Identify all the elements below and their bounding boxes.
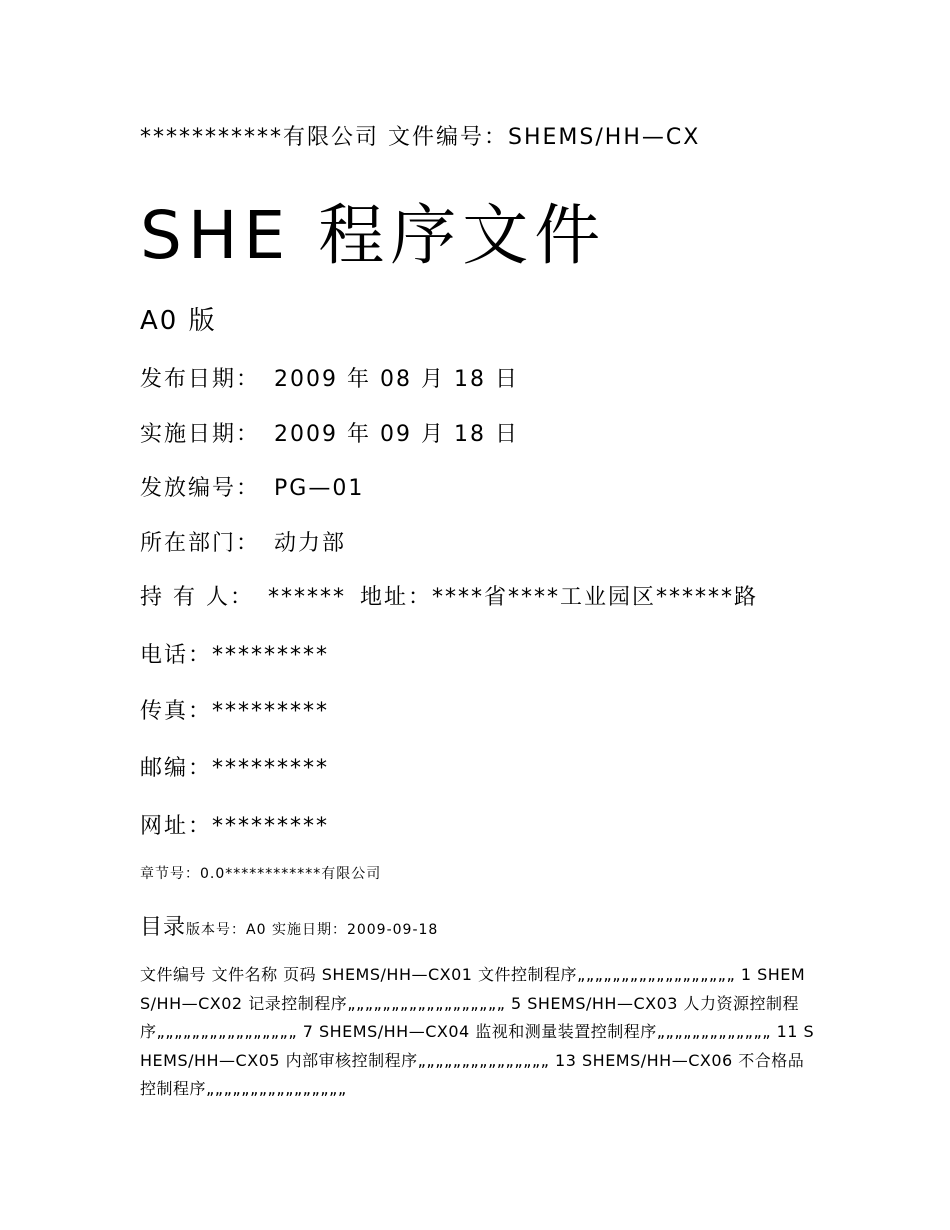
release-date-value: 2009 年 08 月 18 日	[274, 367, 519, 392]
holder-row	[140, 580, 758, 611]
chapter-line: 章节号：0.0************有限公司	[140, 866, 382, 882]
department-label: 所在部门：	[140, 531, 261, 556]
doc-number: 文件编号：SHEMS/HH—CX	[388, 125, 701, 150]
issue-number-value: PG—01	[274, 476, 365, 501]
phone-line: 电话：*********	[140, 643, 330, 668]
department-value: 动力部	[274, 531, 347, 556]
holder-value: ******	[268, 585, 346, 610]
issue-number-row	[140, 471, 364, 502]
header-line	[140, 120, 700, 151]
version-label: A0 版	[140, 306, 217, 336]
toc-body: 文件编号 文件名称 页码 SHEMS/HH—CX01 文件控制程序„„„„„„„„„„„„„„„„„„ 1 SHEMS/HH—CX02 记录控制程序„„„„„„„„„„„„„„„„„„ 5 SHEMS/HH—CX03 人力资源控制程序„„„„„„„„„„„„„„„„ 7 SHEMS/HH—CX04 监视和测量装置控制程序„„„„„„„„„„„„„ 11 SHEMS/HH—CX05 内部审核控制程序„„„„„„„„„„„„„„„ 13 SHEMS/HH—CX06 不合格品控制程序„„„„„„„„„„„„„„„„	[140, 965, 815, 1098]
release-date-row	[140, 362, 519, 393]
release-date-label: 发布日期：	[140, 367, 261, 392]
implementation-date-label: 实施日期：	[140, 422, 261, 447]
toc-title: 目录	[140, 915, 187, 940]
main-title: SHE 程序文件	[140, 197, 607, 274]
implementation-date-value: 2009 年 09 月 18 日	[274, 422, 519, 447]
toc-meta: 版本号：A0 实施日期：2009-09-18	[186, 922, 439, 938]
fax-line: 传真：*********	[140, 699, 330, 724]
toc-heading	[140, 910, 438, 941]
postcode-line: 邮编：*********	[140, 756, 330, 781]
company-name: ***********有限公司	[140, 125, 380, 150]
issue-number-label: 发放编号：	[140, 476, 261, 501]
holder-label: 持 有 人：	[140, 585, 254, 610]
department-row	[140, 526, 346, 557]
address-text: 地址：****省****工业园区******路	[360, 585, 759, 610]
implementation-date-row	[140, 417, 519, 448]
website-line: 网址：*********	[140, 814, 330, 839]
